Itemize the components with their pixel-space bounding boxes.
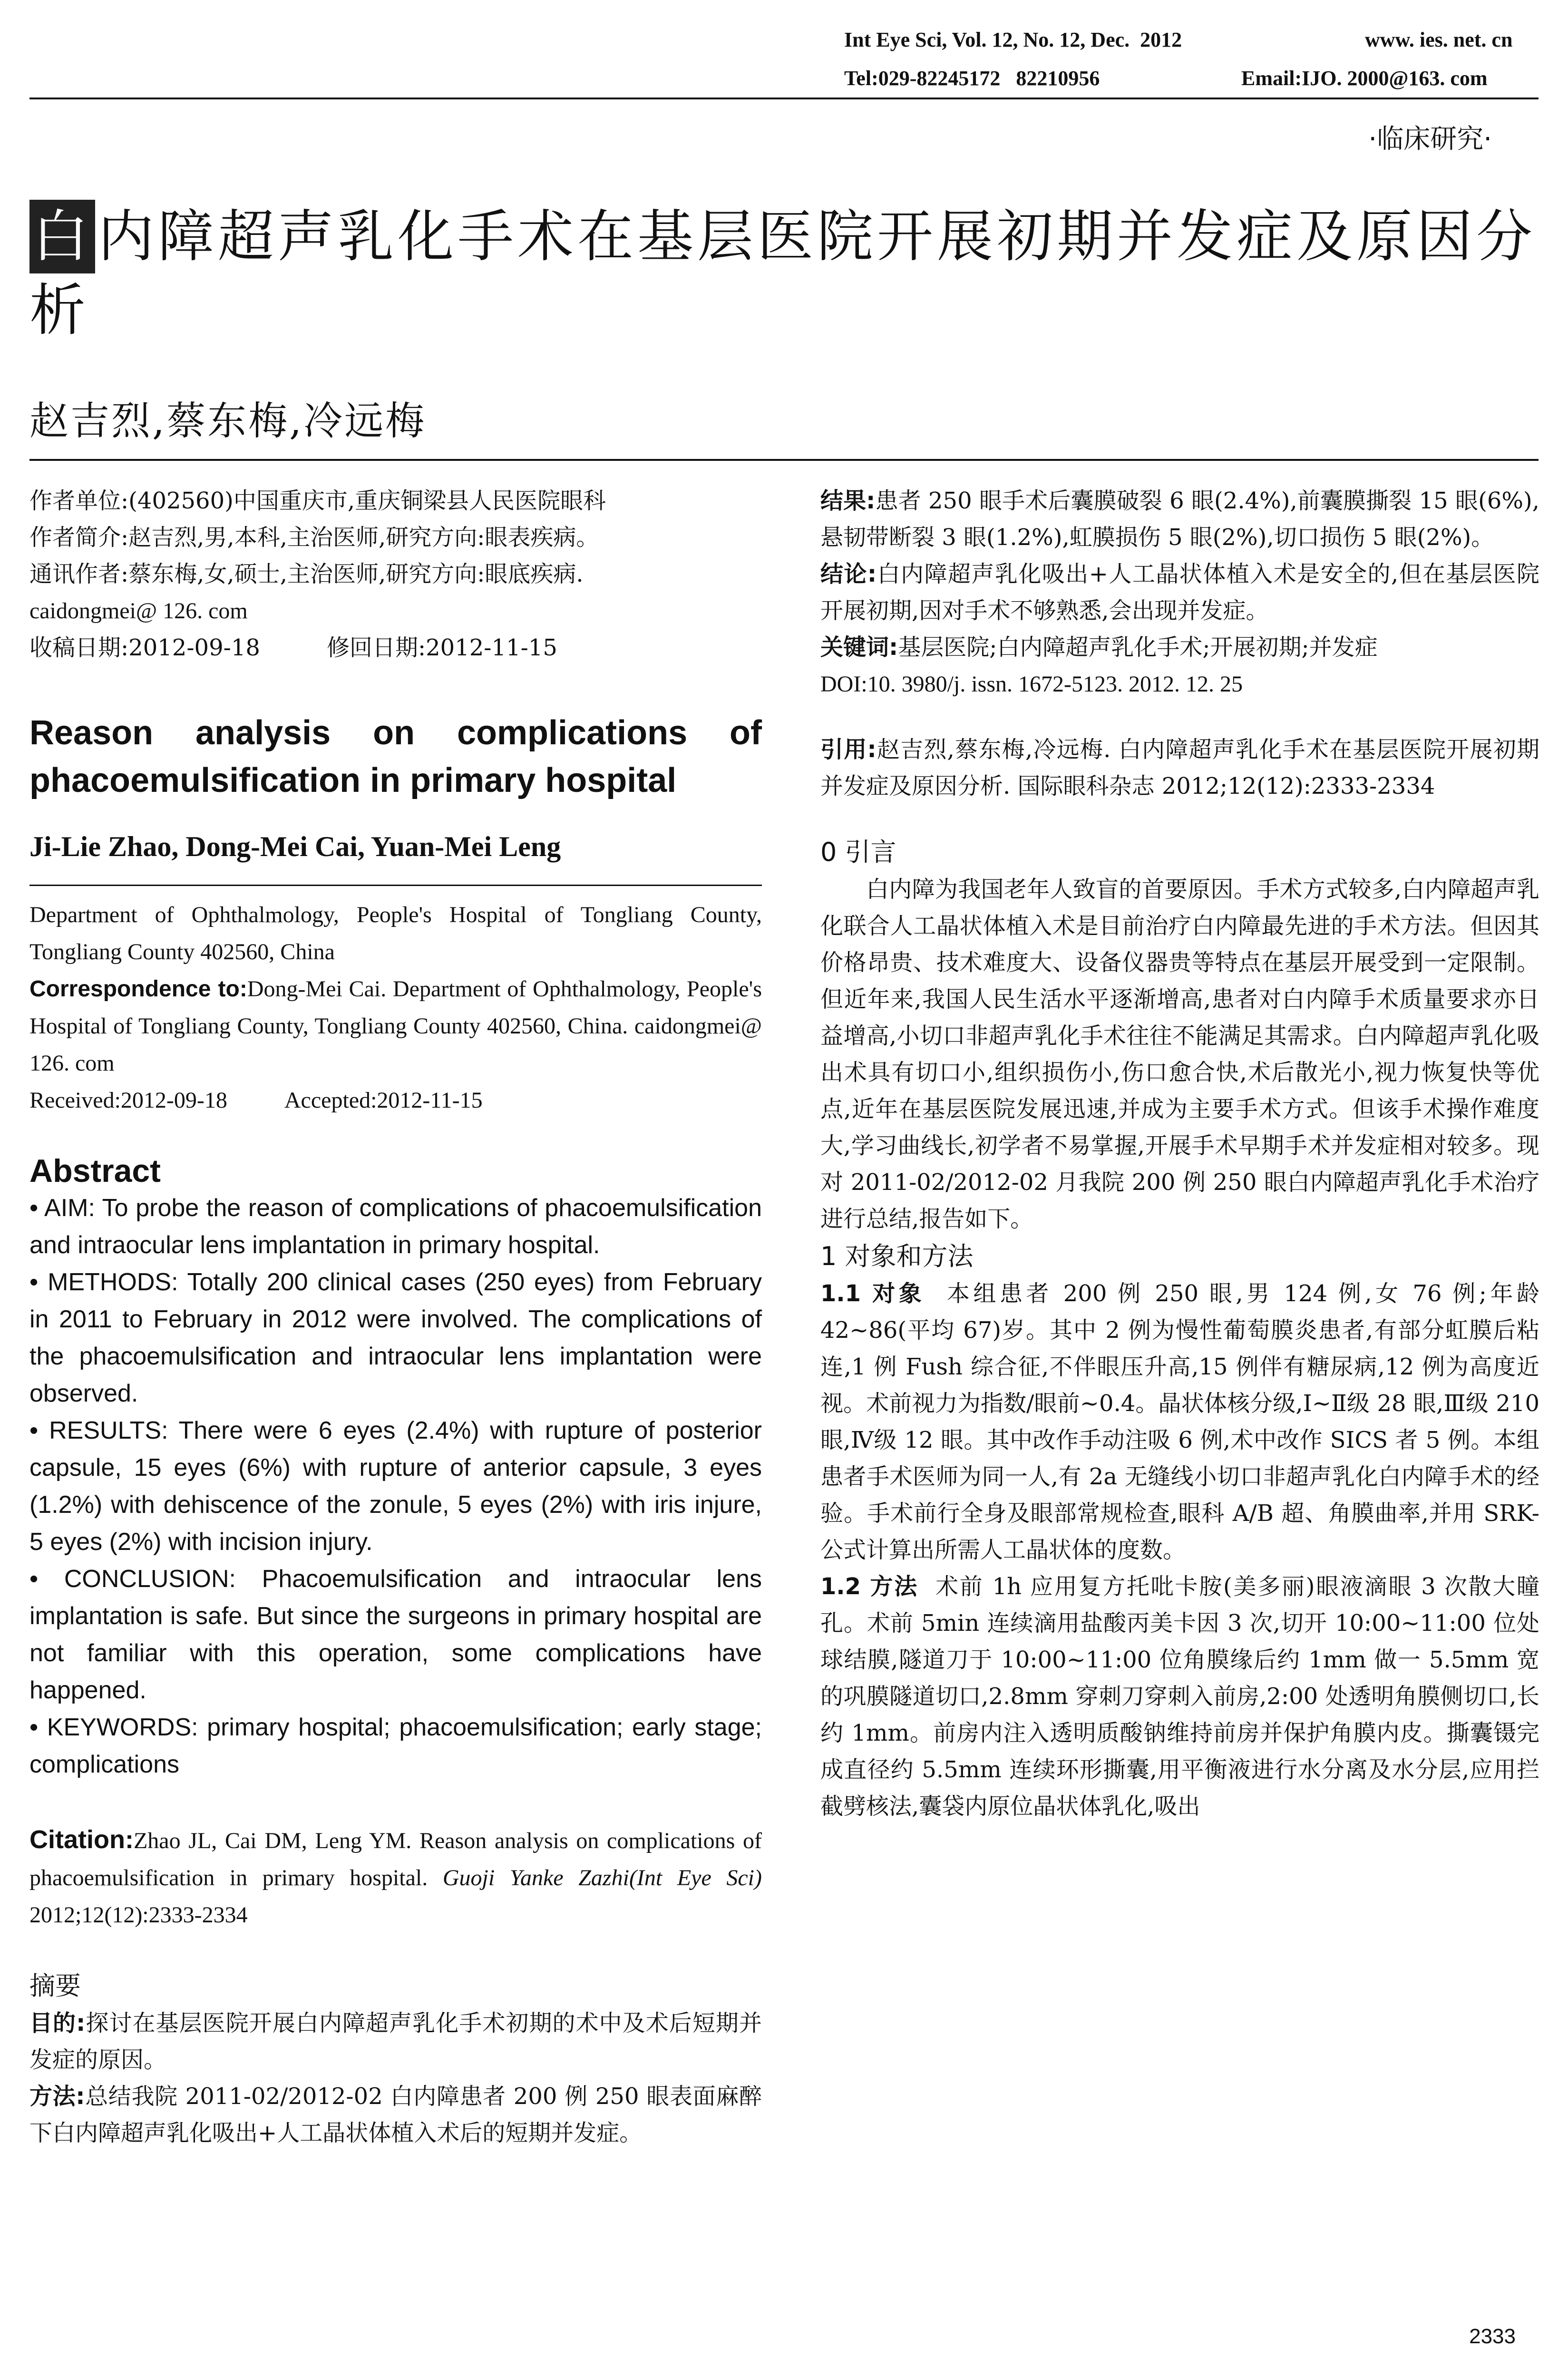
english-authors: Ji-Lie Zhao, Dong-Mei Cai, Yuan-Mei Leng xyxy=(29,831,561,862)
fangfa-text: 总结我院 2011-02/2012-02 白内障患者 200 例 250 眼表面麻醉下白内障超声乳化吸出+人工晶状体植入术后的短期并发症。 xyxy=(29,2083,762,2146)
jielun-text: 白内障超声乳化吸出+人工晶状体植入术是安全的,但在基层医院开展初期,因对手术不够熟悉,会出现并发症。 xyxy=(820,561,1539,624)
received-date-en: Received:2012-09-18 xyxy=(29,1088,227,1113)
section-1-2-text: 术前 1h 应用复方托吡卡胺(美多丽)眼液滴眼 3 次散大瞳孔。术前 5min 连续滴用盐酸丙美卡因 3 次,切开 10:00~11:00 位处球结膜,隧道刀于 10:00~11:00 位角膜缘后约 1mm 做一 5.5mm 宽的巩膜隧道切口,2.8mm 穿刺刀穿刺入前房,2:00 处透明角膜侧切口,长约 1mm。前房内注入透明质酸钠维持前房并保护角膜内皮。撕囊镊完成直径约 5.5mm 连续环形撕囊,用平衡液进行水分离及水分层,应用拦截劈核法,囊袋内原位晶状体乳化,吸出 xyxy=(820,1573,1539,1820)
zhaiyao-jieguo xyxy=(820,483,1539,556)
zhaiyao-mudi xyxy=(29,2005,762,2078)
abstract-heading: Abstract xyxy=(29,1153,161,1189)
journal-tel: Tel:029-82245172 82210956 xyxy=(844,67,1100,90)
revised-date-cn: 修回日期:2012-11-15 xyxy=(326,634,557,661)
intro-paragraph: 白内障为我国老年人致盲的首要原因。手术方式较多,白内障超声乳化联合人工晶状体植入术是目前治疗白内障最先进的手术方法。但因其价格昂贵、技术难度大、设备仪器贵等特点在基层开展受到一定限制。但近年来,我国人民生活水平逐渐增高,患者对白内障手术质量要求亦日益增高,小切口非超声乳化手术往往不能满足其需求。白内障超声乳化吸出术具有切口小,组织损伤小,伤口愈合快,术后散光小,视力恢复快等优点,近年在基层医院发展迅速,并成为主要手术方式。但该手术操作难度大,学习曲线长,初学者不易掌握,开展手术早期手术并发症相对较多。现对 2011-02/2012-02 月我院 200 例 250 眼白内障超声乳化手术治疗进行总结,报告如下。 xyxy=(820,876,1539,1232)
english-affiliation: Department of Ophthalmology, People's Hospital of Tongliang County, Tongliang County 402560, China xyxy=(29,902,762,964)
intro-heading: 0 引言 xyxy=(820,837,896,867)
mudi-text: 探讨在基层医院开展白内障超声乳化手术初期的术中及术后短期并发症的原因。 xyxy=(29,2010,762,2073)
citation-en xyxy=(29,1821,762,1934)
author-unit: 作者单位:(402560)中国重庆市,重庆铜梁县人民医院眼科 xyxy=(29,487,606,514)
journal-email: Email:IJO. 2000@163. com xyxy=(1241,67,1488,90)
citation-journal: Guoji Yanke Zazhi(Int Eye Sci) xyxy=(442,1865,762,1890)
english-title: Reason analysis on complications of phacoemulsification in primary hospital xyxy=(29,714,762,799)
zhaiyao-heading: 摘要 xyxy=(29,1971,81,2001)
citation-label: Citation: xyxy=(29,1825,134,1854)
right-column xyxy=(820,483,1539,1825)
doi: DOI:10. 3980/j. issn. 1672-5123. 2012. 12. 25 xyxy=(820,672,1243,697)
author-bio: 作者简介:赵吉烈,男,本科,主治医师,研究方向:眼表疾病。 xyxy=(29,524,599,551)
correspondence-text: Dong-Mei Cai. Department of Ophthalmology, People's Hospital of Tongliang County, Tongliang County 402560, China. caidongmei@ 126. com xyxy=(29,976,762,1076)
correspondence-label: Correspondence to: xyxy=(29,976,247,1002)
abstract-results: • RESULTS: There were 6 eyes (2.4%) with rupture of posterior capsule, 15 eyes (6%) with rupture of anterior capsule, 3 eyes (1.2%) with dehiscence of the zonule, 5 eyes (2%) with iris injure, 5 eyes (2%) with incision injury. xyxy=(29,1417,762,1556)
authors-cn: 赵吉烈,蔡东梅,冷远梅 xyxy=(29,399,427,444)
abstract-aim: • AIM: To probe the reason of complications of phacoemulsification and intraocular lens implantation in primary hospital. xyxy=(29,1194,762,1259)
corresponding-author: 通讯作者:蔡东梅,女,硕士,主治医师,研究方向:眼底疾病. xyxy=(29,561,584,587)
zhaiyao-fangfa xyxy=(29,2078,762,2152)
jieguo-label: 结果: xyxy=(820,487,876,514)
journal-line: Int Eye Sci, Vol. 12, No. 12, Dec. 2012 xyxy=(844,28,1182,51)
jielun-label: 结论: xyxy=(820,561,877,587)
yinyong-label: 引用: xyxy=(820,736,877,763)
section-1-2-label: 1.2 方法 xyxy=(820,1573,918,1600)
guanjianci-text: 基层医院;白内障超声乳化手术;开展初期;并发症 xyxy=(898,634,1378,661)
citation-text-a: Zhao JL, Cai DM, Leng YM. Reason analysis on complications of phacoemulsification in primary hospital. xyxy=(29,1828,762,1890)
abstract-keywords: • KEYWORDS: primary hospital; phacoemulsification; early stage; complications xyxy=(29,1714,762,1778)
accepted-date-en: Accepted:2012-11-15 xyxy=(284,1088,483,1113)
section-1-1-label: 1.1 对象 xyxy=(820,1280,925,1307)
article-title xyxy=(29,200,1542,347)
page-number: 2333 xyxy=(1469,2325,1516,2348)
section-tag: ·临床研究· xyxy=(1368,124,1492,155)
section-1-2 xyxy=(820,1568,1539,1825)
guanjianci-label: 关键词: xyxy=(820,634,898,661)
abstract-methods: • METHODS: Totally 200 clinical cases (250 eyes) from February in 2011 to February in 2012 were involved. The complications of the phacoemulsification and intraocular lens implantation were observed. xyxy=(29,1268,762,1407)
section-1-1-text: 本组患者 200 例 250 眼,男 124 例,女 76 例;年龄 42~86(平均 67)岁。其中 2 例为慢性葡萄膜炎患者,有部分虹膜后粘连,1 例 Fush 综合征,不伴眼压升高,15 例伴有糖尿病,12 例为高度近视。术前视力为指数/眼前~0.4。晶状体核分级,Ⅰ~Ⅱ级 28 眼,Ⅲ级 210 眼,Ⅳ级 12 眼。其中改作手动注吸 6 例,术中改作 SICS 者 5 例。本组患者手术医师为同一人,有 2a 无缝线小切口非超声乳化白内障手术的经验。手术前行全身及眼部常规检查,眼科 A/B 超、角膜曲率,并用 SRK-公式计算出所需人工晶状体的度数。 xyxy=(820,1280,1540,1563)
zhaiyao-jielun xyxy=(820,556,1539,629)
title-text: 内障超声乳化手术在基层医院开展初期并发症及原因分析 xyxy=(29,204,1537,343)
fangfa-label: 方法: xyxy=(29,2083,85,2110)
left-column xyxy=(29,483,762,2152)
section-1-1 xyxy=(820,1276,1539,1568)
abstract-conclusion: • CONCLUSION: Phacoemulsification and intraocular lens implantation is safe. But since the surgeons in primary hospital are not familiar with this operation, some complications have happened. xyxy=(29,1565,762,1704)
citation-text-b: 2012;12(12):2333-2334 xyxy=(29,1902,248,1928)
mudi-label: 目的: xyxy=(29,2010,86,2036)
english-correspondence xyxy=(29,971,762,1082)
jieguo-text: 患者 250 眼手术后囊膜破裂 6 眼(2.4%),前囊膜撕裂 15 眼(6%),悬韧带断裂 3 眼(1.2%),虹膜损伤 5 眼(2%),切口损伤 5 眼(2%)。 xyxy=(820,487,1539,551)
yinyong-text: 赵吉烈,蔡东梅,冷远梅. 白内障超声乳化手术在基层医院开展初期并发症及原因分析. 国际眼科杂志 2012;12(12):2333-2334 xyxy=(820,736,1539,799)
dates-cn xyxy=(29,630,762,666)
yinyong xyxy=(820,731,1539,805)
header-rule xyxy=(29,97,1539,99)
title-rule xyxy=(29,459,1539,461)
journal-website: www. ies. net. cn xyxy=(1365,28,1513,51)
methods-heading: 1 对象和方法 xyxy=(820,1241,974,1271)
zhaiyao-keywords xyxy=(820,629,1539,666)
received-date-cn: 收稿日期:2012-09-18 xyxy=(29,634,260,661)
corresponding-email: caidongmei@ 126. com xyxy=(29,598,248,623)
english-dates xyxy=(29,1082,762,1119)
title-drop-char: 白 xyxy=(29,200,95,273)
